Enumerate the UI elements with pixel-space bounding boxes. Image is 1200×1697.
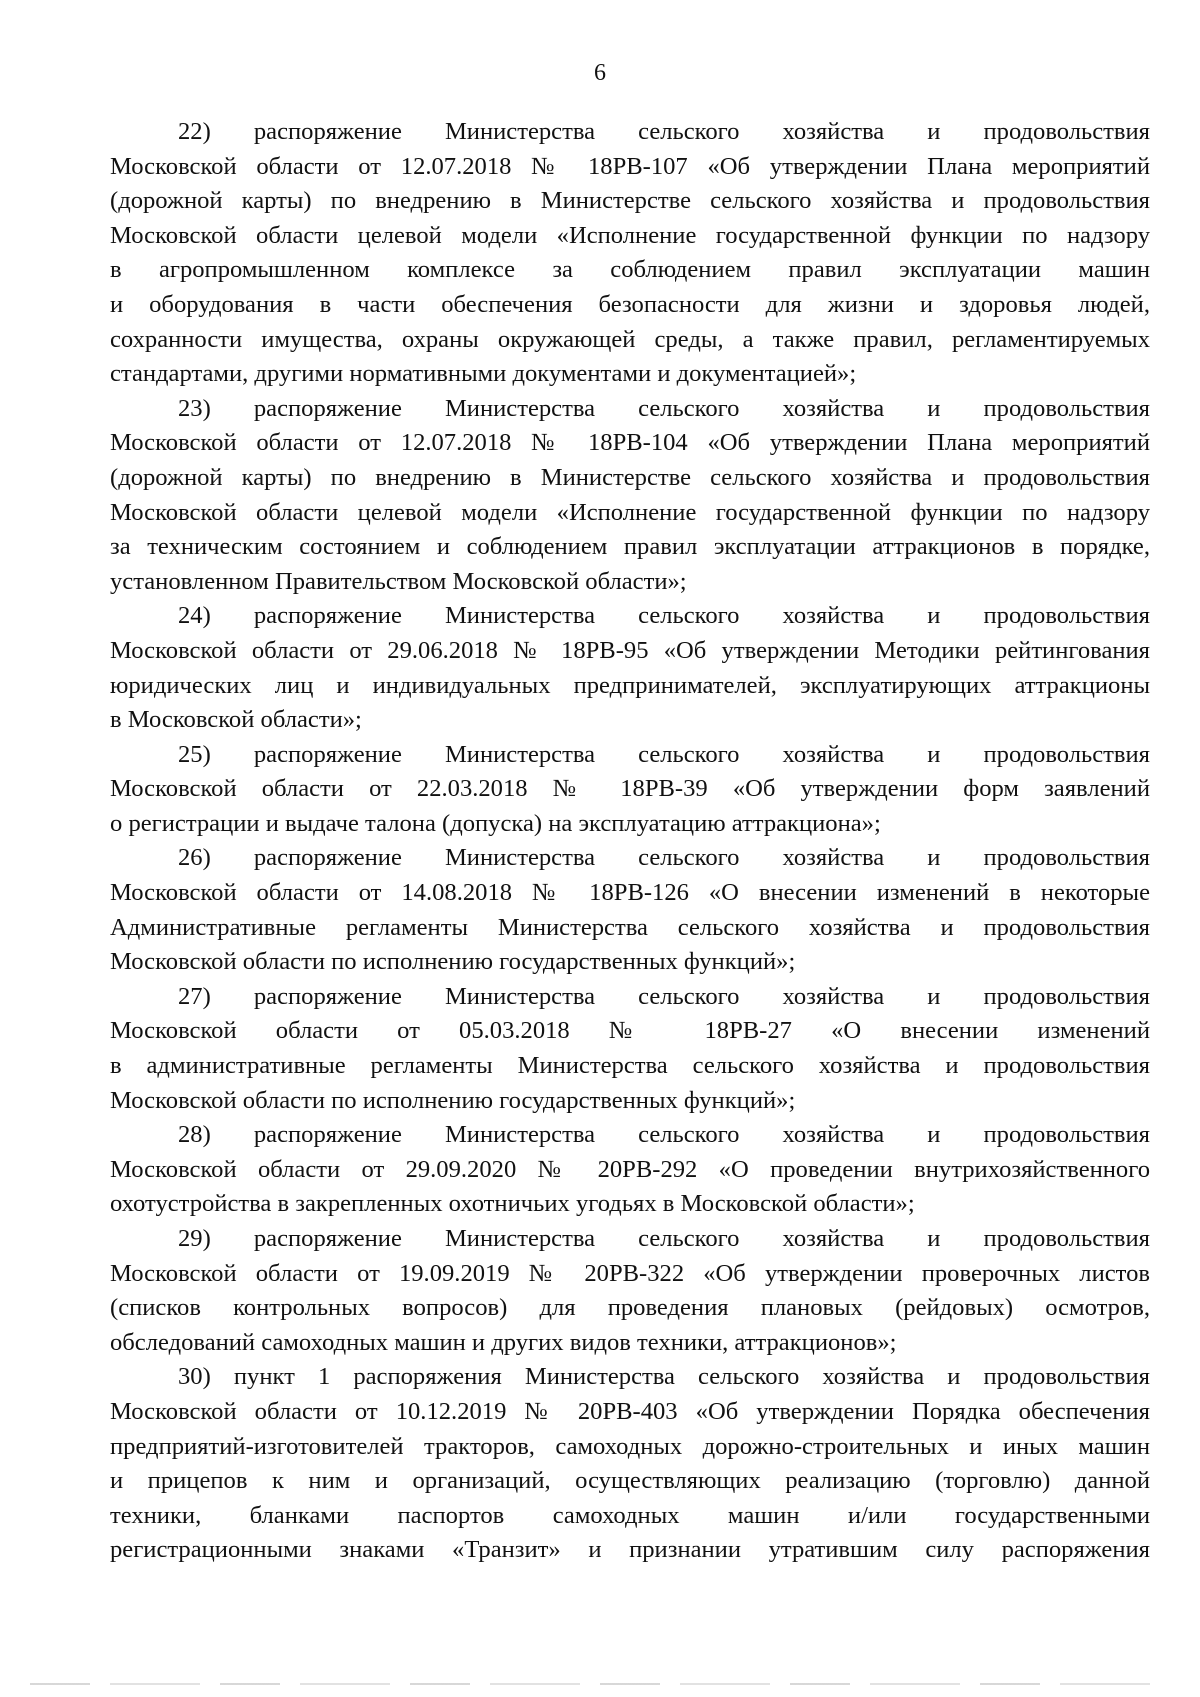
list-item-line: Московской области от 12.07.2018 № 18РВ-107 «Об утверждении Плана мероприятий [110, 152, 1150, 180]
list-item-line: обследований самоходных машин и других видов техники, аттракционов»; [110, 1328, 897, 1356]
list-item [110, 1118, 1150, 1222]
list-item-line: Административные регламенты Министерства сельского хозяйства и продовольствия [110, 913, 1150, 941]
list-item [110, 599, 1150, 737]
list-item-line: Московской области по исполнению государственных функций»; [110, 948, 796, 976]
list-item-line: за техническим состоянием и соблюдением правил эксплуатации аттракционов в порядке, [110, 533, 1150, 561]
list-item-first-line: 26) распоряжение Министерства сельского хозяйства и продовольствия [178, 844, 1150, 872]
document-body [110, 115, 1150, 1568]
list-item-line: стандартами, другими нормативными документами и документацией»; [110, 360, 857, 388]
list-item-first-line: 23) распоряжение Министерства сельского хозяйства и продовольствия [178, 394, 1150, 422]
list-item-first-line: 24) распоряжение Министерства сельского хозяйства и продовольствия [178, 602, 1150, 630]
scan-edge-artifact [30, 1683, 1170, 1685]
list-item [110, 738, 1150, 842]
list-item-first-line: 22) распоряжение Министерства сельского хозяйства и продовольствия [178, 118, 1150, 145]
list-item-first-line: 29) распоряжение Министерства сельского хозяйства и продовольствия [178, 1225, 1150, 1252]
list-item-line: Московской области от 22.03.2018 № 18РВ-39 «Об утверждении форм заявлений [110, 775, 1150, 803]
list-item-line: в Московской области»; [110, 706, 362, 734]
list-item-first-line: 30) пункт 1 распоряжения Министерства сельского хозяйства и продовольствия [178, 1363, 1150, 1391]
list-item-line: о регистрации и выдаче талона (допуска) на эксплуатацию аттракциона»; [110, 809, 881, 837]
list-item-line: (дорожной карты) по внедрению в Министерстве сельского хозяйства и продовольствия [110, 187, 1150, 215]
list-item [110, 841, 1150, 979]
list-item-line: Московской области целевой модели «Исполнение государственной функции по надзору [110, 498, 1150, 526]
list-item-line: предприятий-изготовителей тракторов, самоходных дорожно-строительных и иных машин [110, 1432, 1150, 1460]
list-item [110, 392, 1150, 600]
list-item [110, 1222, 1150, 1360]
list-item-line: юридических лиц и индивидуальных предпринимателей, эксплуатирующих аттракционы [110, 671, 1150, 699]
list-item-line: Московской области от 12.07.2018 № 18РВ-104 «Об утверждении Плана мероприятий [110, 429, 1150, 457]
list-item-line: (списков контрольных вопросов) для проведения плановых (рейдовых) осмотров, [110, 1294, 1150, 1322]
list-item-line: Московской области от 19.09.2019 № 20РВ-322 «Об утверждении проверочных листов [110, 1259, 1150, 1287]
list-item-line: (дорожной карты) по внедрению в Министерстве сельского хозяйства и продовольствия [110, 463, 1150, 491]
list-item-line: Московской области от 05.03.2018 № 18РВ-27 «О внесении изменений [110, 1017, 1150, 1045]
list-item-line: и оборудования в части обеспечения безопасности для жизни и здоровья людей, [110, 290, 1150, 318]
list-item [110, 115, 1150, 392]
list-item-line: Московской области от 29.06.2018 № 18РВ-95 «Об утверждении Методики рейтингования [110, 636, 1150, 664]
list-item-line: Московской области от 10.12.2019 № 20РВ-403 «Об утверждении Порядка обеспечения [110, 1397, 1150, 1425]
list-item-line: сохранности имущества, охраны окружающей среды, а также правил, регламентируемых [110, 325, 1150, 353]
list-item-line: Московской области по исполнению государственных функций»; [110, 1086, 796, 1114]
list-item-line: в административные регламенты Министерства сельского хозяйства и продовольствия [110, 1052, 1150, 1080]
list-item-line: охотустройства в закрепленных охотничьих угодьях в Московской области»; [110, 1190, 915, 1218]
list-item-first-line: 27) распоряжение Министерства сельского хозяйства и продовольствия [178, 982, 1150, 1010]
list-item [110, 1360, 1150, 1568]
list-item-line: установленном Правительством Московской области»; [110, 567, 687, 595]
list-item-line: Московской области целевой модели «Исполнение государственной функции по надзору [110, 221, 1150, 249]
list-item-first-line: 28) распоряжение Министерства сельского хозяйства и продовольствия [178, 1121, 1150, 1149]
list-item-line: регистрационными знаками «Транзит» и признании утратившим силу распоряжения [110, 1536, 1150, 1564]
list-item-line: Московской области от 29.09.2020 № 20РВ-292 «О проведении внутрихозяйственного [110, 1155, 1150, 1183]
list-item-line: техники, бланками паспортов самоходных машин и/или государственными [110, 1501, 1150, 1529]
list-item-line: в агропромышленном комплексе за соблюдением правил эксплуатации машин [110, 256, 1150, 284]
list-item-line: и прицепов к ним и организаций, осуществляющих реализацию (торговлю) данной [110, 1467, 1150, 1495]
list-item-line: Московской области от 14.08.2018 № 18РВ-126 «О внесении изменений в некоторые [110, 879, 1150, 907]
page-number: 6 [594, 60, 606, 86]
list-item-first-line: 25) распоряжение Министерства сельского хозяйства и продовольствия [178, 740, 1150, 768]
list-item [110, 980, 1150, 1118]
